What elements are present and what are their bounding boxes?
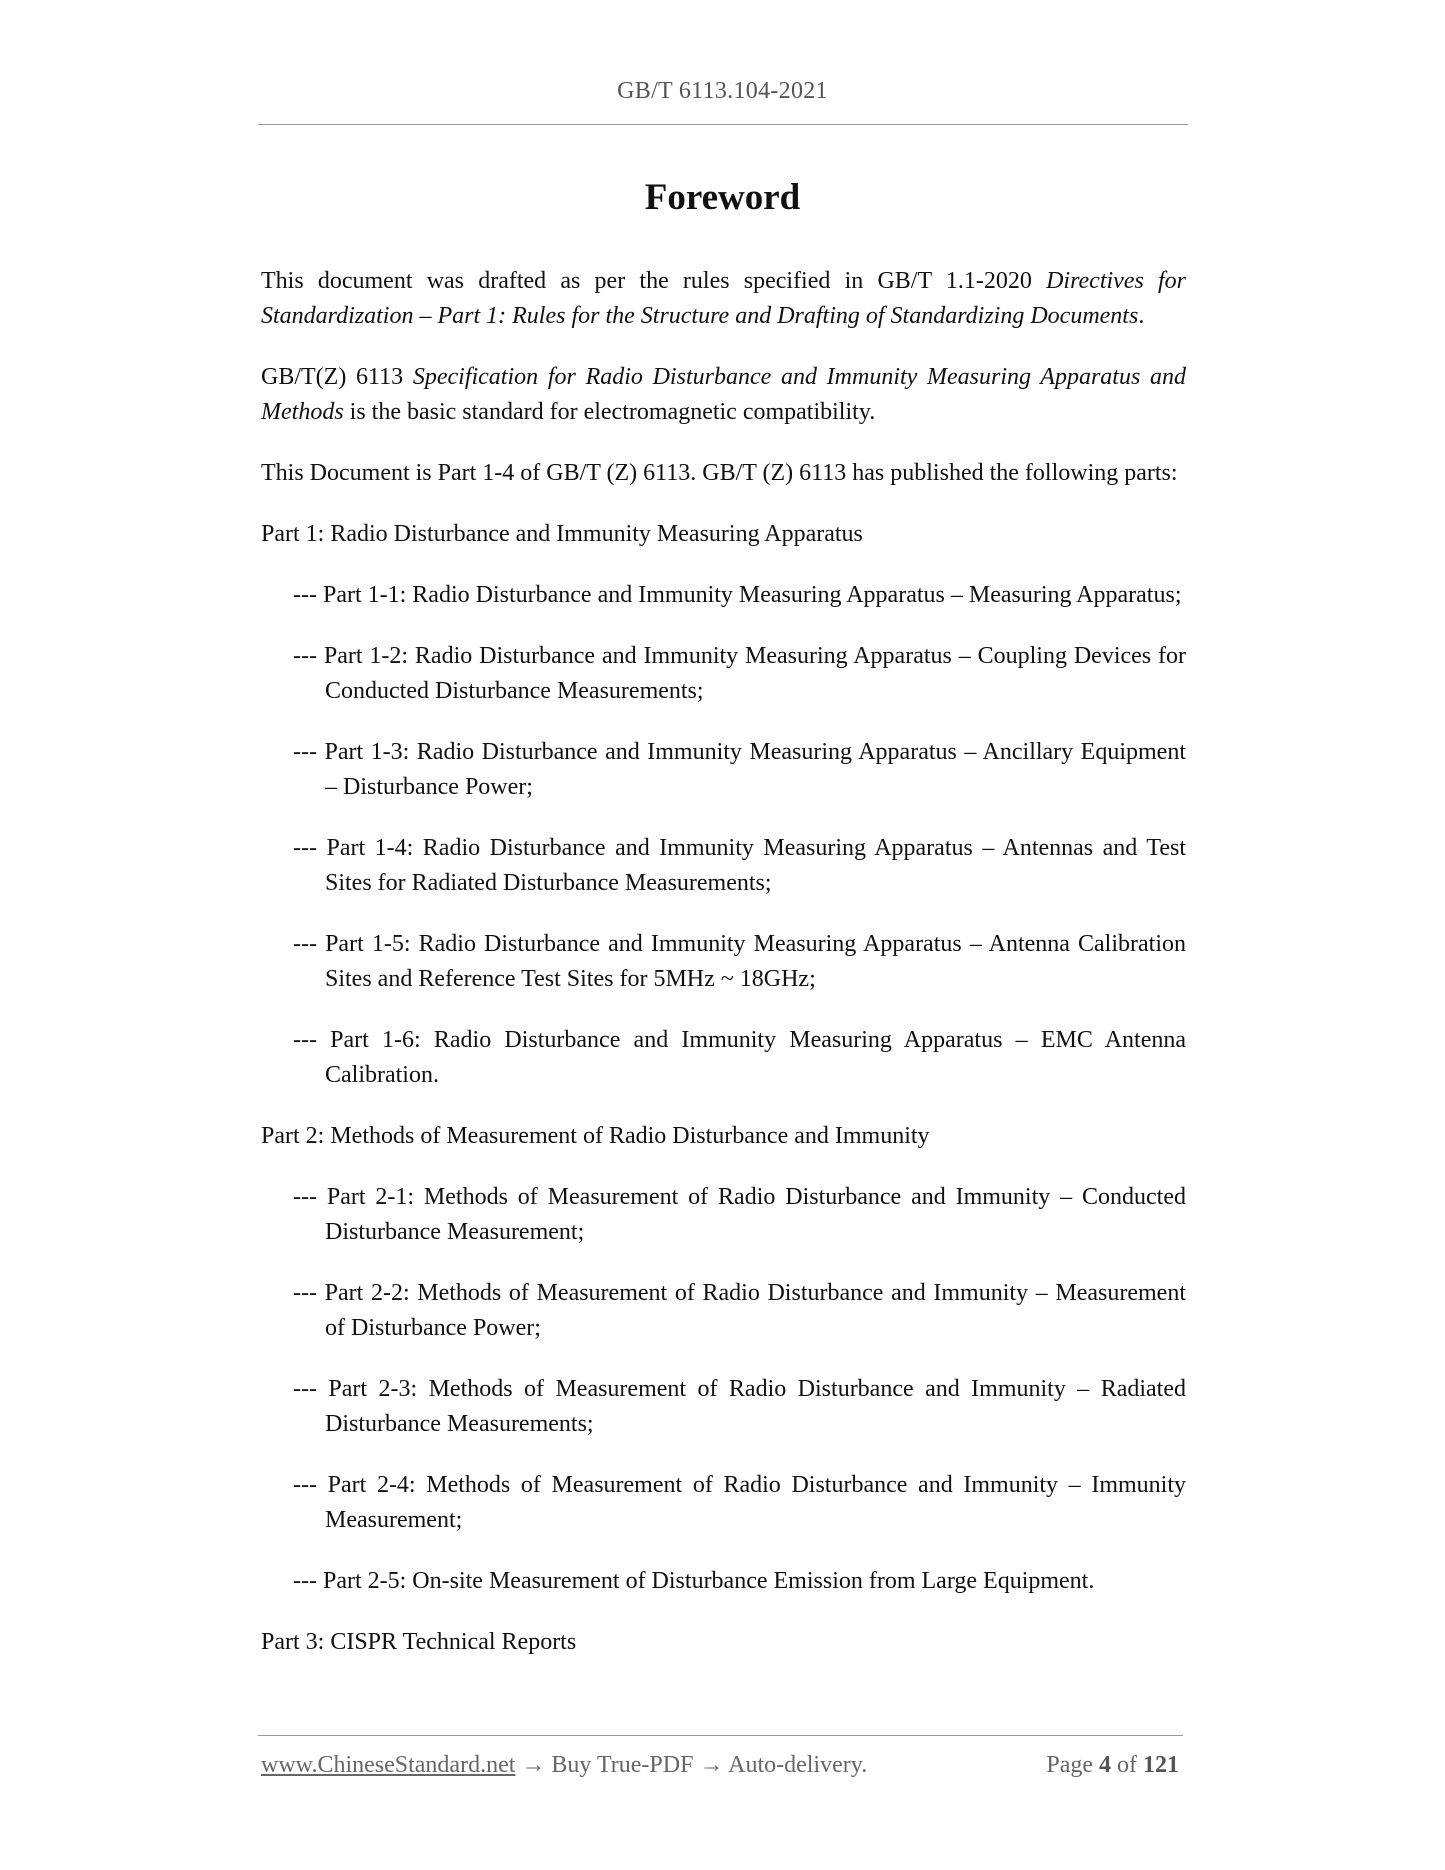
- intro-paragraph-1: [261, 264, 1186, 334]
- part2-item-4: --- Part 2-4: Methods of Measurement of Radio Disturbance and Immunity – Immunity Measurement;: [293, 1472, 1186, 1533]
- page-of: of: [1111, 1752, 1143, 1778]
- part2-item-3: --- Part 2-3: Methods of Measurement of Radio Disturbance and Immunity – Radiated Disturbance Measurements;: [293, 1376, 1186, 1437]
- part2-heading: Part 2: Methods of Measurement of Radio Disturbance and Immunity: [261, 1123, 930, 1149]
- part1-item-5: --- Part 1-5: Radio Disturbance and Immunity Measuring Apparatus – Antenna Calibration Sites and Reference Test Sites for 5MHz ~ 18GHz;: [293, 931, 1186, 992]
- page-title: Foreword: [644, 177, 801, 218]
- page-current: 4: [1099, 1752, 1111, 1778]
- part3-heading: Part 3: CISPR Technical Reports: [261, 1629, 577, 1655]
- part2-item-5: --- Part 2-5: On-site Measurement of Disturbance Emission from Large Equipment.: [293, 1568, 1095, 1594]
- part1-item-6: --- Part 1-6: Radio Disturbance and Immunity Measuring Apparatus – EMC Antenna Calibration.: [293, 1027, 1186, 1088]
- page-number: [1046, 1752, 1179, 1779]
- part2-item-2: --- Part 2-2: Methods of Measurement of Radio Disturbance and Immunity – Measurement of Disturbance Power;: [293, 1280, 1186, 1341]
- page-total: 121: [1143, 1752, 1179, 1778]
- intro-p1-end: .: [1138, 303, 1145, 329]
- running-header: GB/T 6113.104-2021: [617, 78, 828, 104]
- part1-item-1: --- Part 1-1: Radio Disturbance and Immunity Measuring Apparatus – Measuring Apparatus;: [293, 582, 1182, 608]
- part2-item-1: --- Part 2-1: Methods of Measurement of Radio Disturbance and Immunity – Conducted Disturbance Measurement;: [293, 1184, 1186, 1245]
- part1-item-4: --- Part 1-4: Radio Disturbance and Immunity Measuring Apparatus – Antennas and Test Sites for Radiated Disturbance Measurements;: [293, 835, 1186, 896]
- part1-item-2: --- Part 1-2: Radio Disturbance and Immunity Measuring Apparatus – Coupling Devices for Conducted Disturbance Measurements;: [293, 643, 1186, 704]
- intro-paragraph-2: [261, 360, 1186, 430]
- part1-item-3: --- Part 1-3: Radio Disturbance and Immunity Measuring Apparatus – Ancillary Equipment – Disturbance Power;: [293, 739, 1186, 800]
- intro-p1-plain: This document was drafted as per the rules specified in GB/T 1.1-2020: [261, 268, 1047, 294]
- site-link[interactable]: www.ChineseStandard.net: [261, 1752, 516, 1778]
- footer-promo: [261, 1752, 867, 1779]
- intro-p2-end: is the basic standard for electromagnetic compatibility.: [343, 399, 876, 425]
- header-divider: [258, 124, 1188, 125]
- intro-paragraph-3: This Document is Part 1-4 of GB/T (Z) 6113. GB/T (Z) 6113 has published the following parts:: [261, 460, 1178, 486]
- part1-heading: Part 1: Radio Disturbance and Immunity Measuring Apparatus: [261, 521, 863, 547]
- intro-p1-italic: Directives for Standardization – Part 1: Rules for the Structure and Drafting of Standardizing Documents: [261, 268, 1186, 329]
- footer-divider: [258, 1735, 1183, 1736]
- intro-p2-italic: Specification for Radio Disturbance and Immunity Measuring Apparatus and Methods: [261, 364, 1187, 425]
- intro-p2-plain: GB/T(Z) 6113: [261, 364, 413, 390]
- footer-promo-text: → Buy True-PDF → Auto-delivery.: [515, 1752, 868, 1778]
- page-label: Page: [1046, 1752, 1099, 1778]
